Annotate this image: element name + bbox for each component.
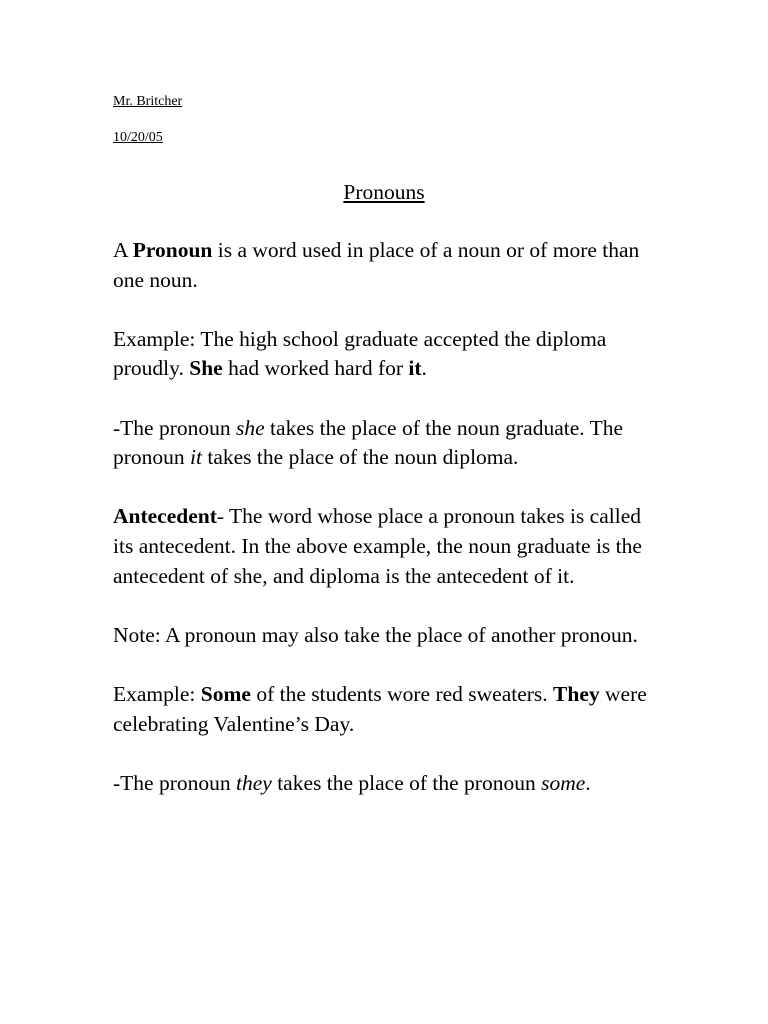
emphasis-some: Some	[200, 681, 251, 706]
explanation-paragraph	[113, 414, 653, 473]
second-example-paragraph	[113, 680, 653, 739]
text-run: A	[113, 238, 133, 262]
term-antecedent: Antecedent	[113, 504, 217, 529]
document-date: 10/20/05	[113, 130, 163, 145]
text-run: .	[421, 356, 427, 381]
text-run: Example:	[113, 681, 201, 706]
note-paragraph: Note: A pronoun may also take the place of another pronoun.	[113, 622, 638, 647]
author-name: Mr. Britcher	[113, 94, 183, 109]
text-run: - The word whose place a pronoun takes is called its antecedent. In the above example, the noun graduate is the antecedent of she, and diploma is the antecedent of it.	[113, 504, 642, 588]
italic-they: they	[236, 770, 272, 795]
document-body	[113, 236, 653, 828]
italic-some: some	[541, 770, 586, 795]
text-run: were celebrating Valentine’s Day.	[113, 681, 647, 736]
text-run: of the students wore red sweaters.	[250, 681, 554, 706]
second-explanation-paragraph	[113, 769, 653, 799]
emphasis-it: it	[408, 356, 422, 381]
term-pronoun: Pronoun	[132, 238, 213, 262]
emphasis-they: They	[553, 681, 600, 706]
text-run: had worked hard for	[222, 356, 409, 381]
antecedent-paragraph	[113, 502, 653, 591]
italic-she: she	[236, 415, 265, 440]
definition-paragraph	[113, 236, 653, 295]
text-run: -The pronoun	[113, 415, 236, 440]
page-title: Pronouns	[343, 180, 425, 204]
text-run: takes the place of the noun diploma.	[202, 445, 519, 470]
text-run: takes the place of the noun graduate. The pronoun	[113, 415, 624, 470]
text-run: Example: The high school graduate accepted the diploma proudly.	[113, 326, 607, 381]
text-run: takes the place of the pronoun	[271, 770, 542, 795]
emphasis-she: She	[189, 356, 223, 381]
text-run: .	[585, 770, 591, 795]
text-run: -The pronoun	[113, 770, 236, 795]
italic-it: it	[190, 445, 202, 470]
example-paragraph	[113, 325, 653, 384]
text-run: is a word used in place of a noun or of more than one noun.	[113, 238, 640, 292]
